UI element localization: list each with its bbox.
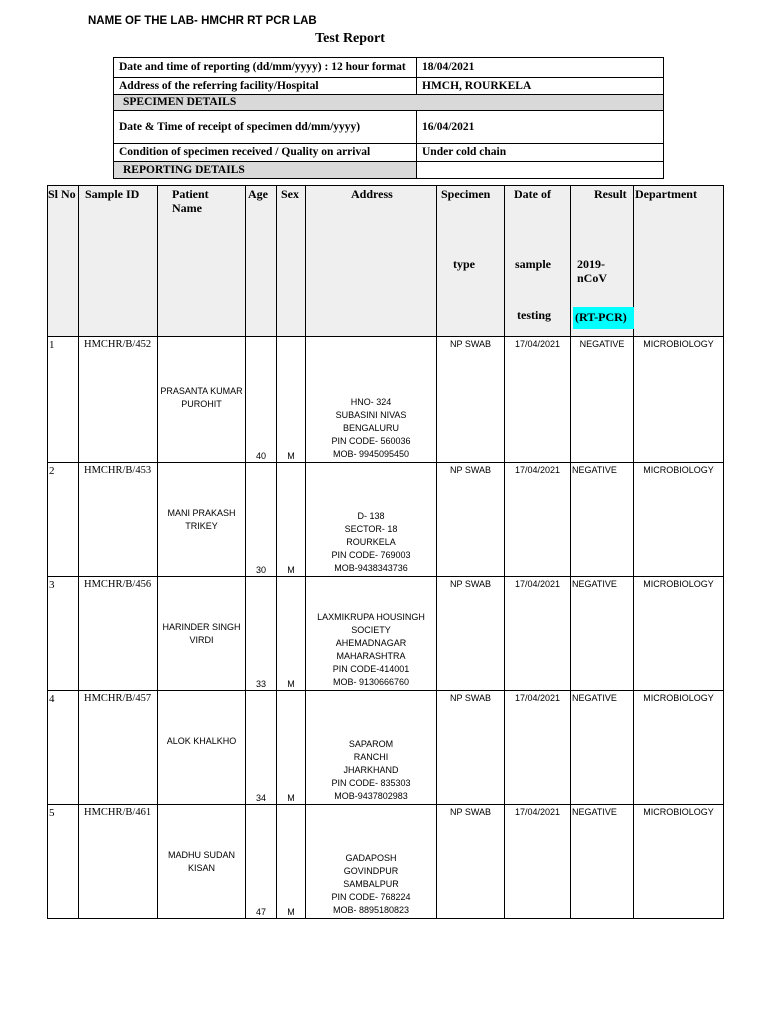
result: NEGATIVE xyxy=(571,805,634,919)
table-row xyxy=(48,337,724,463)
sex: M xyxy=(277,577,306,691)
sample-id: HMCHR/B/456 xyxy=(79,577,158,691)
age: 34 xyxy=(246,691,277,805)
address-line: GADAPOSH xyxy=(345,853,397,863)
condition-label: Condition of specimen received / Quality on arrival xyxy=(114,144,417,162)
age: 40 xyxy=(246,337,277,463)
patient-name-line: PUROHIT xyxy=(181,399,222,409)
table-row xyxy=(48,805,724,919)
address-line: AHEMADNAGAR xyxy=(335,638,407,648)
sample-date: 17/04/2021 xyxy=(505,337,571,463)
department: MICROBIOLOGY xyxy=(634,577,724,691)
table-row xyxy=(48,463,724,577)
sample-date: 17/04/2021 xyxy=(505,805,571,919)
lab-name: NAME OF THE LAB- HMCHR RT PCR LAB xyxy=(88,15,317,27)
col-patient-name: Patient Name xyxy=(158,186,246,337)
col-date: Date of sample testing xyxy=(505,186,571,337)
address-line: JHARKHAND xyxy=(343,765,399,775)
sample-id: HMCHR/B/453 xyxy=(79,463,158,577)
sl-no: 5 xyxy=(48,805,79,919)
reporting-time-label: Date and time of reporting (dd/mm/yyyy) : 12 hour format xyxy=(114,58,417,78)
address-line: MAHARASHTRA xyxy=(336,651,406,661)
department: MICROBIOLOGY xyxy=(634,463,724,577)
sex: M xyxy=(277,463,306,577)
col-result: Result 2019-nCoV (RT-PCR) xyxy=(571,186,634,337)
sl-no: 1 xyxy=(48,337,79,463)
patient-name-line: VIRDI xyxy=(189,635,214,645)
address-line: LAXMIKRUPA HOUSINGH xyxy=(317,612,425,622)
patient-name-line: MADHU SUDAN xyxy=(167,850,235,860)
address-line: SOCIETY xyxy=(351,625,391,635)
patient-name xyxy=(158,463,246,577)
address-line: MOB-9437802983 xyxy=(334,791,408,801)
address-line: RANCHI xyxy=(353,752,389,762)
address-line: PIN CODE- 560036 xyxy=(331,436,411,446)
facility-value: HMCH, ROURKELA xyxy=(417,78,664,95)
sample-date: 17/04/2021 xyxy=(505,577,571,691)
address-line: MOB- 9130666760 xyxy=(332,677,410,687)
sl-no: 2 xyxy=(48,463,79,577)
address xyxy=(306,805,437,919)
patient-name-line: HARINDER SINGH xyxy=(162,622,241,632)
sl-no: 4 xyxy=(48,691,79,805)
specimen-details-heading: SPECIMEN DETAILS xyxy=(114,95,664,111)
address-line: PIN CODE- 768224 xyxy=(331,892,411,902)
facility-label: Address of the referring facility/Hospital xyxy=(114,78,417,95)
address-line: SAPAROM xyxy=(348,739,394,749)
department: MICROBIOLOGY xyxy=(634,691,724,805)
patient-name-line: MANI PRAKASH xyxy=(167,508,236,518)
table-row xyxy=(48,577,724,691)
col-sex: Sex xyxy=(277,186,306,337)
address xyxy=(306,691,437,805)
result: NEGATIVE xyxy=(571,577,634,691)
col-sample-id: Sample ID xyxy=(79,186,158,337)
result: NEGATIVE xyxy=(571,691,634,805)
reporting-time-value: 18/04/2021 xyxy=(417,58,664,78)
col-specimen: Specimen type xyxy=(437,186,505,337)
receipt-value: 16/04/2021 xyxy=(417,111,664,144)
address-line: GOVINDPUR xyxy=(343,866,399,876)
age: 47 xyxy=(246,805,277,919)
address-line: HNO- 324 xyxy=(350,397,392,407)
address xyxy=(306,337,437,463)
age: 30 xyxy=(246,463,277,577)
result: NEGATIVE xyxy=(571,463,634,577)
receipt-label: Date & Time of receipt of specimen dd/mm/yyyy) xyxy=(114,111,417,144)
sex: M xyxy=(277,691,306,805)
address-line: PIN CODE- 835303 xyxy=(331,778,411,788)
address-line: SUBASINI NIVAS xyxy=(335,410,407,420)
patient-name-line: KISAN xyxy=(187,863,215,873)
sample-date: 17/04/2021 xyxy=(505,691,571,805)
age: 33 xyxy=(246,577,277,691)
address-line: PIN CODE-414001 xyxy=(332,664,410,674)
patient-name xyxy=(158,337,246,463)
patient-name xyxy=(158,805,246,919)
patient-name xyxy=(158,577,246,691)
department: MICROBIOLOGY xyxy=(634,337,724,463)
reporting-details-heading: REPORTING DETAILS xyxy=(114,162,417,179)
address-line: SECTOR- 18 xyxy=(344,524,398,534)
sample-id: HMCHR/B/461 xyxy=(79,805,158,919)
address-line: MOB-9438343736 xyxy=(334,563,408,573)
address-line: MOB- 9945095450 xyxy=(332,449,410,459)
address-line: ROURKELA xyxy=(346,537,396,547)
page-title: Test Report xyxy=(315,31,385,46)
rt-pcr-highlight: (RT-PCR) xyxy=(573,307,637,329)
col-age: Age xyxy=(246,186,277,337)
address-line: MOB- 8895180823 xyxy=(332,905,410,915)
specimen-type: NP SWAB xyxy=(437,577,505,691)
specimen-type: NP SWAB xyxy=(437,805,505,919)
patient-name-line: ALOK KHALKHO xyxy=(166,736,237,746)
specimen-type: NP SWAB xyxy=(437,463,505,577)
address xyxy=(306,577,437,691)
col-department: Department xyxy=(634,186,724,337)
sample-date: 17/04/2021 xyxy=(505,463,571,577)
specimen-type: NP SWAB xyxy=(437,691,505,805)
col-sl-no: Sl No xyxy=(48,186,79,337)
address-line: D- 138 xyxy=(357,511,385,521)
sl-no: 3 xyxy=(48,577,79,691)
sample-id: HMCHR/B/457 xyxy=(79,691,158,805)
sex: M xyxy=(277,805,306,919)
patient-name-line: PRASANTA KUMAR xyxy=(160,386,243,396)
col-address: Address xyxy=(306,186,437,337)
department: MICROBIOLOGY xyxy=(634,805,724,919)
patient-name-line: TRIKEY xyxy=(185,521,218,531)
address-line: BENGALURU xyxy=(342,423,399,433)
sample-id: HMCHR/B/452 xyxy=(79,337,158,463)
patient-name xyxy=(158,691,246,805)
result: NEGATIVE xyxy=(571,337,634,463)
sex: M xyxy=(277,337,306,463)
table-row xyxy=(48,691,724,805)
report-info-table xyxy=(113,57,664,179)
address-line: PIN CODE- 769003 xyxy=(331,550,411,560)
results-table xyxy=(47,185,724,919)
address xyxy=(306,463,437,577)
specimen-type: NP SWAB xyxy=(437,337,505,463)
address-line: SAMBALPUR xyxy=(343,879,399,889)
condition-value: Under cold chain xyxy=(417,144,664,162)
